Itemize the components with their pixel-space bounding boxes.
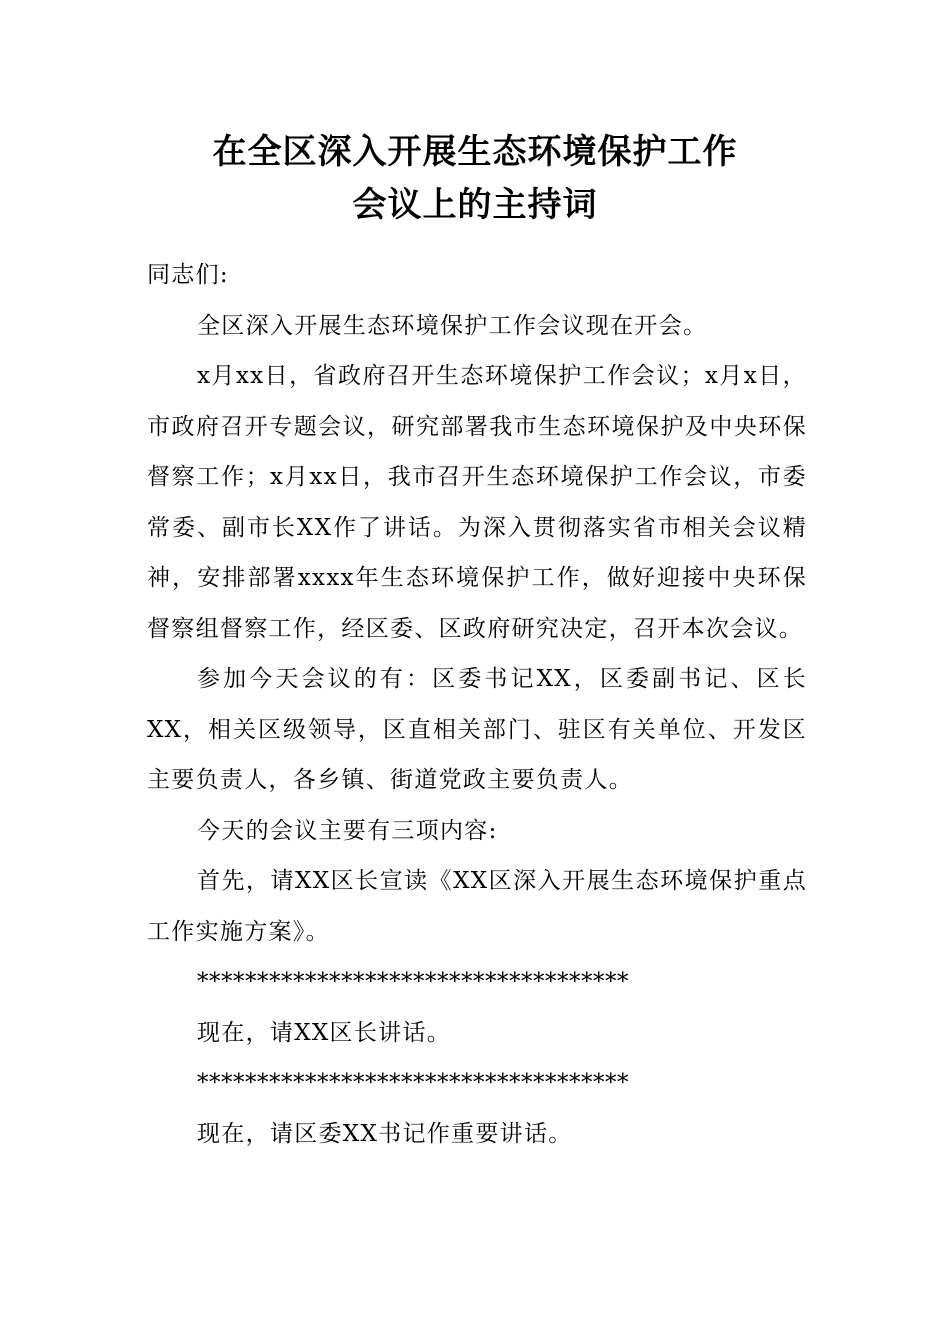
- document-title-line-1: 在全区深入开展生态环境保护工作: [212, 132, 738, 172]
- separator-1: ************************************: [197, 969, 629, 995]
- paragraph-item-1: 首先，请XX区长宣读《XX区深入开展生态环境保护重点工作实施方案》。: [147, 868, 807, 945]
- paragraph-background: x月xx日，省政府召开生态环境保护工作会议；x月x日，市政府召开专题会议，研究部署我市生态环境保护及中央环保督察工作；x月xx日，我市召开生态环境保护工作会议，市委常委、副市长XX作了讲话。为深入贯彻落实省市相关会议精神，安排部署xxxx年生态环境保护工作，做好迎接中央环保督察组督察工作，经区委、区政府研究决定，召开本次会议。: [147, 363, 807, 642]
- paragraph-opening: 全区深入开展生态环境保护工作会议现在开会。: [197, 312, 708, 339]
- salutation: 同志们:: [147, 262, 229, 288]
- separator-2: ************************************: [197, 1070, 629, 1096]
- paragraph-item-2: 现在，请XX区长讲话。: [197, 1019, 452, 1046]
- paragraph-item-3: 现在，请区委XX书记作重要讲话。: [197, 1120, 573, 1147]
- document-title-line-2: 会议上的主持词: [352, 185, 598, 225]
- paragraph-attendees: 参加今天会议的有：区委书记XX，区委副书记、区长XX，相关区级领导，区直相关部门、驻区有关单位、开发区主要负责人，各乡镇、街道党政主要负责人。: [147, 666, 807, 793]
- paragraph-agenda: 今天的会议主要有三项内容:: [197, 817, 498, 844]
- document-body: [147, 250, 807, 1159]
